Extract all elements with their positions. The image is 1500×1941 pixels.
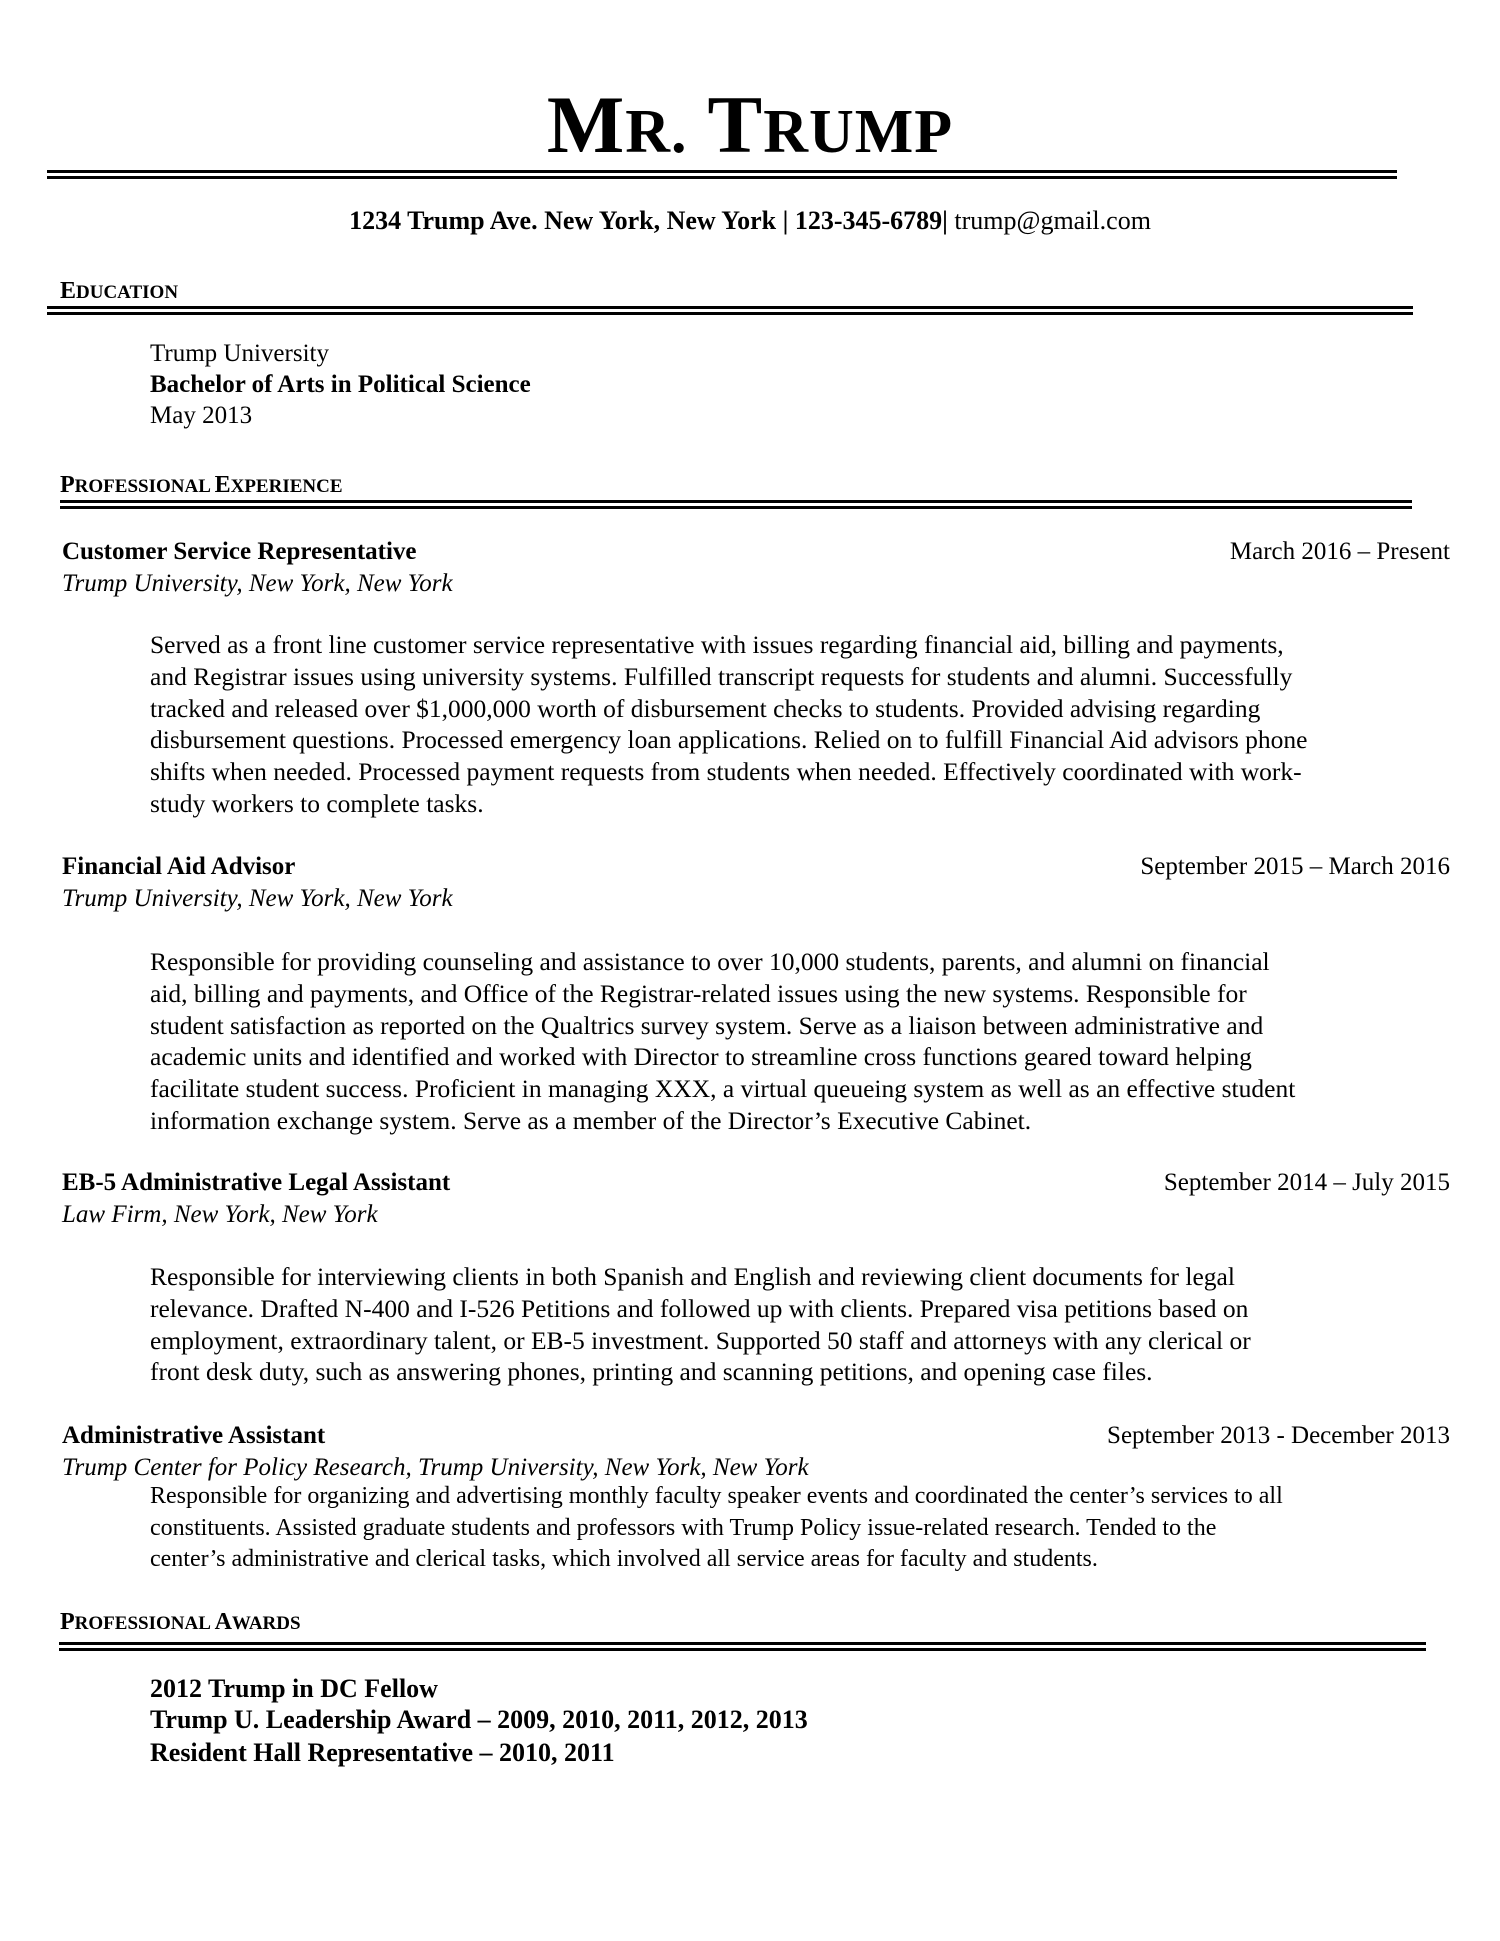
job-description-line: facilitate student success. Proficient in managing XXX, a virtual queueing system as well as an effective student: [150, 1074, 1296, 1103]
job-description-line: disbursement questions. Processed emergency loan applications. Relied on to fulfill Financial Aid advisors phone: [150, 725, 1308, 754]
job-dates: September 2015 – March 2016: [1140, 853, 1450, 880]
job-company: Trump University, New York, New York: [62, 570, 453, 597]
job-description-line: Responsible for providing counseling and assistance to over 10,000 students, parents, and alumni on financial: [150, 947, 1270, 976]
name-part: R.: [625, 98, 688, 166]
award-item: 2012 Trump in DC Fellow: [150, 1674, 438, 1703]
job-description-line: constituents. Assisted graduate students and professors with Trump Policy issue-related research. Tended to the: [150, 1515, 1217, 1541]
job-description-line: information exchange system. Serve as a member of the Director’s Executive Cabinet.: [150, 1106, 1032, 1135]
section-heading-education: EDUCATION: [60, 278, 179, 304]
header-divider: [47, 170, 1397, 173]
job-description-line: and Registrar issues using university systems. Fulfilled transcript requests for students and alumni. Successfully: [150, 662, 1293, 691]
section-heading-awards: PROFESSIONAL AWARDS: [60, 1609, 301, 1635]
graduation-date: May 2013: [150, 402, 253, 429]
degree: Bachelor of Arts in Political Science: [150, 371, 531, 398]
job-description-line: Served as a front line customer service representative with issues regarding financial aid, billing and payments,: [150, 630, 1284, 659]
section-divider: [59, 1642, 1426, 1645]
job-title: Customer Service Representative: [62, 538, 417, 565]
job-title: Financial Aid Advisor: [62, 853, 296, 880]
job-description-line: study workers to complete tasks.: [150, 789, 484, 818]
job-description-line: center’s administrative and clerical tasks, which involved all service areas for faculty and students.: [150, 1546, 1098, 1572]
job-description-line: front desk duty, such as answering phones, printing and scanning petitions, and opening case files.: [150, 1357, 1153, 1386]
job-company: Trump Center for Policy Research, Trump University, New York, New York: [62, 1454, 809, 1481]
job-description-line: Responsible for organizing and advertising monthly faculty speaker events and coordinated the center’s services to all: [150, 1483, 1283, 1509]
resume-name: [0, 78, 1500, 172]
job-description-line: shifts when needed. Processed payment requests from students when needed. Effectively coordinated with work-: [150, 757, 1302, 786]
job-description-line: student satisfaction as reported on the Qualtrics survey system. Serve as a liaison between administrative and: [150, 1011, 1264, 1040]
school-name: Trump University: [150, 340, 329, 367]
email-link[interactable]: trump@gmail.com: [947, 206, 1151, 235]
job-dates: March 2016 – Present: [1229, 538, 1450, 565]
job-company: Law Firm, New York, New York: [62, 1201, 378, 1228]
address-phone: 1234 Trump Ave. New York, New York | 123-345-6789|: [349, 206, 948, 235]
job-title: Administrative Assistant: [62, 1422, 326, 1449]
job-description-line: relevance. Drafted N-400 and I-526 Petitions and followed up with clients. Prepared visa petitions based on: [150, 1294, 1249, 1323]
job-description-line: aid, billing and payments, and Office of the Registrar-related issues using the new systems. Responsible for: [150, 979, 1247, 1008]
award-item: Trump U. Leadership Award – 2009, 2010, 2011, 2012, 2013: [150, 1705, 808, 1734]
award-item: Resident Hall Representative – 2010, 2011: [150, 1738, 615, 1767]
job-description-line: tracked and released over $1,000,000 worth of disbursement checks to students. Provided advising regarding: [150, 694, 1261, 723]
name-part: M: [546, 79, 626, 170]
job-dates: September 2014 – July 2015: [1163, 1169, 1450, 1196]
job-company: Trump University, New York, New York: [62, 885, 453, 912]
section-divider: [60, 500, 1412, 503]
contact-line: [0, 206, 1500, 236]
job-description-line: employment, extraordinary talent, or EB-5 investment. Supported 50 staff and attorneys with any clerical or: [150, 1326, 1251, 1355]
job-description-line: academic units and identified and worked with Director to streamline cross functions geared toward helping: [150, 1042, 1252, 1071]
name-part: RUMP: [763, 98, 954, 166]
job-dates: September 2013 - December 2013: [1107, 1422, 1450, 1449]
name-part: T: [707, 79, 764, 170]
job-description-line: Responsible for interviewing clients in both Spanish and English and reviewing client documents for legal: [150, 1262, 1235, 1291]
section-divider: [47, 306, 1413, 309]
job-title: EB-5 Administrative Legal Assistant: [62, 1169, 451, 1196]
section-heading-experience: PROFESSIONAL EXPERIENCE: [60, 472, 343, 498]
